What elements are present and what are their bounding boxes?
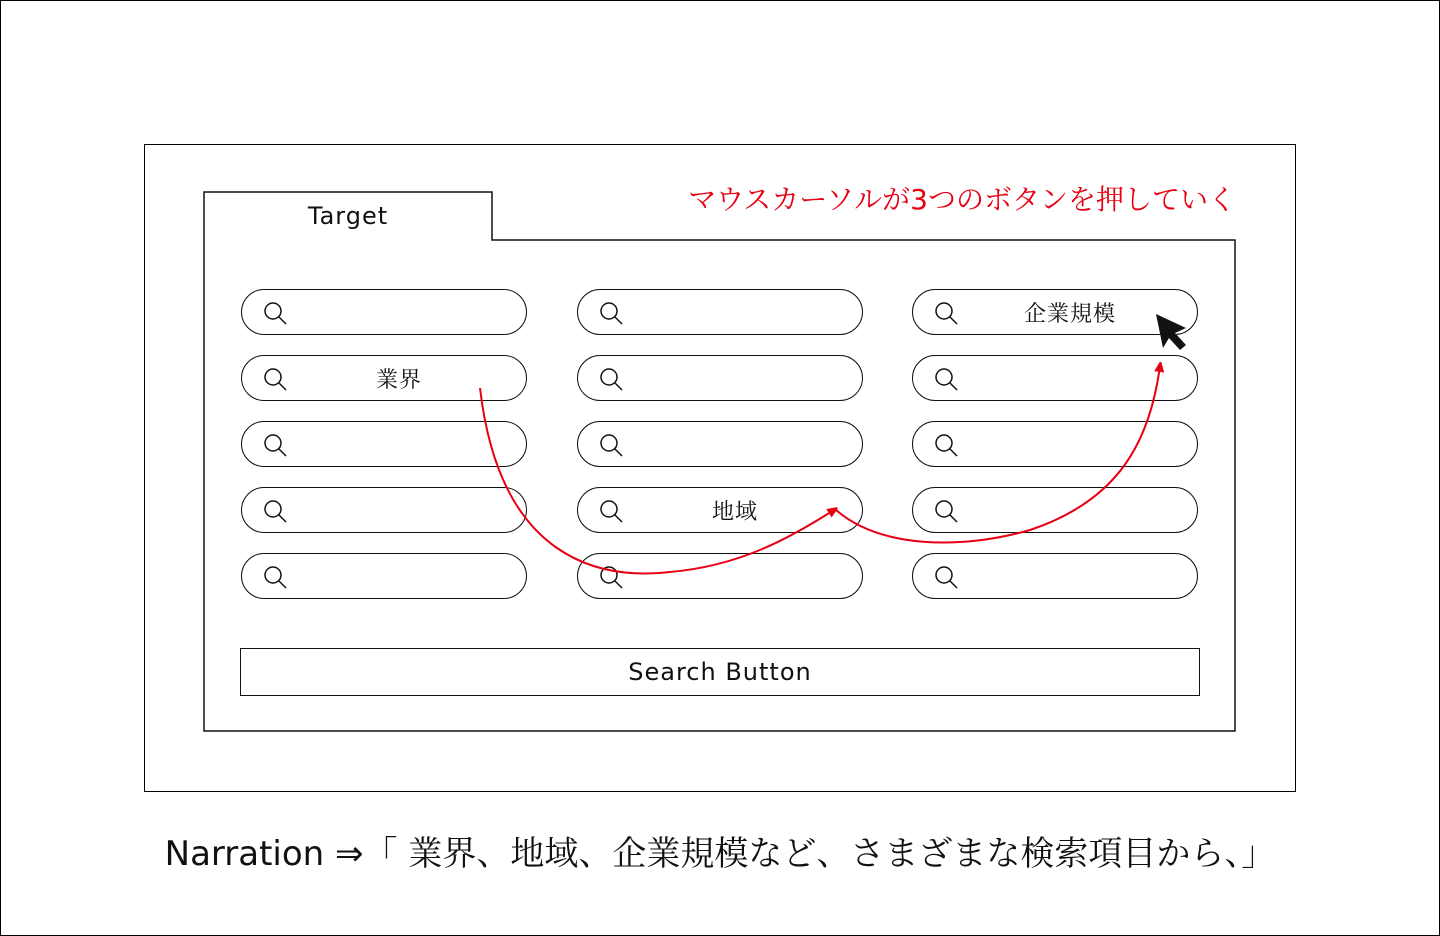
search-field-r1-c3[interactable]: [912, 289, 1198, 335]
search-field-label: [638, 290, 832, 334]
magnifier-icon: [933, 498, 961, 526]
search-field-label: [302, 488, 496, 532]
search-field-r5-c1[interactable]: [241, 553, 527, 599]
search-field-r3-c2[interactable]: [577, 421, 863, 467]
magnifier-icon: [598, 300, 626, 328]
search-field-r2-c2[interactable]: [577, 355, 863, 401]
search-field-label: [973, 422, 1167, 466]
magnifier-icon: [933, 564, 961, 592]
search-field-label: [302, 554, 496, 598]
search-field-r3-c1[interactable]: [241, 421, 527, 467]
magnifier-icon: [262, 300, 290, 328]
search-field-label: [302, 422, 496, 466]
magnifier-icon: [262, 498, 290, 526]
search-field-r5-c2[interactable]: [577, 553, 863, 599]
annotation-text: マウスカーソルが3つのボタンを押していく: [688, 183, 1236, 216]
search-field-r4-c2[interactable]: [577, 487, 863, 533]
search-field-r4-c3[interactable]: [912, 487, 1198, 533]
search-field-label: 地域: [711, 499, 758, 525]
magnifier-icon: [262, 366, 290, 394]
search-field-r2-c1[interactable]: [241, 355, 527, 401]
search-field-r3-c3[interactable]: [912, 421, 1198, 467]
magnifier-icon: [262, 432, 290, 460]
magnifier-icon: [598, 498, 626, 526]
search-field-r1-c1[interactable]: [241, 289, 527, 335]
search-field-label: [973, 356, 1167, 400]
search-field-r2-c3[interactable]: [912, 355, 1198, 401]
search-field-label: [638, 422, 832, 466]
tab-target[interactable]: Target: [307, 202, 389, 230]
search-field-r5-c3[interactable]: [912, 553, 1198, 599]
magnifier-icon: [598, 366, 626, 394]
search-button[interactable]: Search Button: [240, 648, 1200, 696]
search-field-r4-c1[interactable]: [241, 487, 527, 533]
search-field-label: 業界: [375, 367, 422, 393]
search-field-r1-c2[interactable]: [577, 289, 863, 335]
search-field-label: [973, 488, 1167, 532]
magnifier-icon: [598, 432, 626, 460]
search-field-label: 企業規模: [1023, 301, 1116, 327]
magnifier-icon: [598, 564, 626, 592]
search-field-label: [638, 356, 832, 400]
search-field-label: [973, 554, 1167, 598]
magnifier-icon: [262, 564, 290, 592]
search-field-label: [302, 290, 496, 334]
magnifier-icon: [933, 300, 961, 328]
magnifier-icon: [933, 432, 961, 460]
magnifier-icon: [933, 366, 961, 394]
narration-caption: Narration ⇒「 業界、地域、企業規模など、さまざまな検索項目から、」: [164, 833, 1276, 874]
search-field-label: [638, 554, 832, 598]
